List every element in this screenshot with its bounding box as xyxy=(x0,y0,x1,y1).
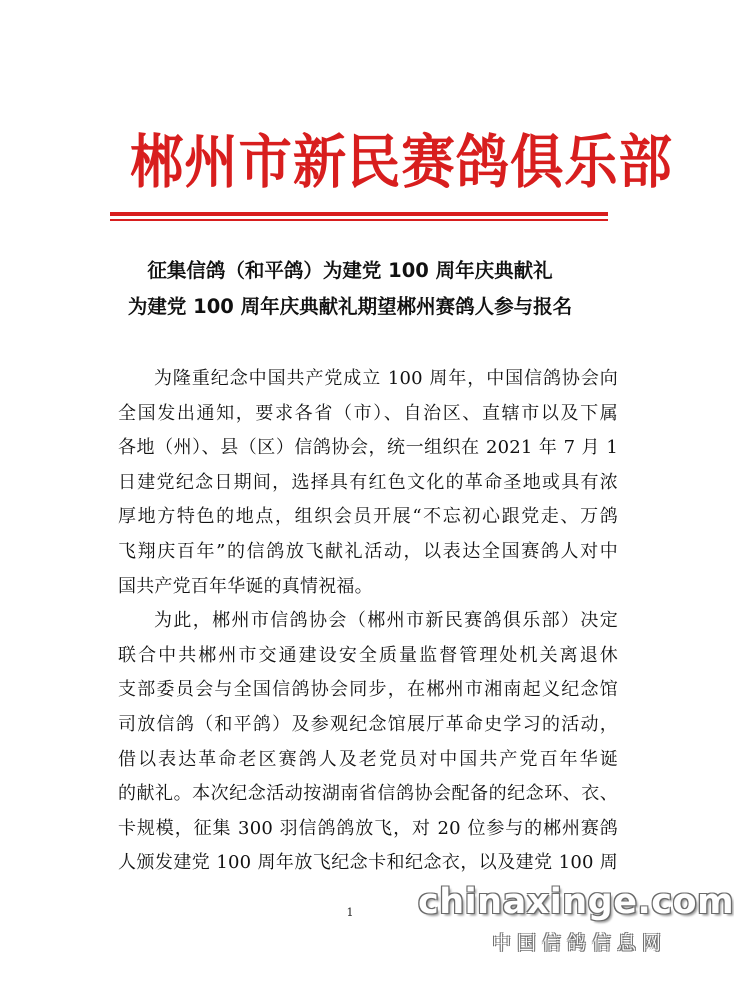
body-line: 各地（州）、县（区）信鸽协会，统一组织在 2021 年 7 月 1 xyxy=(118,437,618,459)
body-line: 国共产党百年华诞的真情祝福。 xyxy=(118,575,373,597)
letterhead-rule-thick xyxy=(110,212,608,216)
body-line: 为此，郴州市信鸽协会（郴州市新民赛鸽俱乐部）决定 xyxy=(154,610,618,632)
body-line: 厚地方特色的地点，组织会员开展“不忘初心跟党走、万鸽 xyxy=(118,506,618,528)
document-title-line-1: 征集信鸽（和平鸽）为建党 100 周年庆典献礼 xyxy=(147,259,553,282)
watermark-site-url: chinaxinge.com xyxy=(418,882,734,922)
document-title-line-2: 为建党 100 周年庆典献礼期望郴州赛鸽人参与报名 xyxy=(127,295,573,318)
body-line: 的献礼。本次纪念活动按湖南省信鸽协会配备的纪念环、衣、 xyxy=(118,783,618,805)
body-line: 飞翔庆百年”的信鸽放飞献礼活动，以表达全国赛鸽人对中 xyxy=(118,540,618,562)
body-line: 卡规模，征集 300 羽信鸽鸽放飞，对 20 位参与的郴州赛鸽 xyxy=(118,817,618,839)
letterhead-title: 郴州市新民赛鸽俱乐部 xyxy=(130,128,673,196)
body-line: 借以表达革命老区赛鸽人及老党员对中国共产党百年华诞 xyxy=(118,748,618,770)
body-line: 联合中共郴州市交通建设安全质量监督管理处机关离退休 xyxy=(118,644,618,666)
body-line: 日建党纪念日期间，选择具有红色文化的革命圣地或具有浓 xyxy=(118,471,618,493)
body-text xyxy=(118,362,618,881)
watermark-site-name: 中国信鸽信息网 xyxy=(492,932,668,954)
body-line: 人颁发建党 100 周年放飞纪念卡和纪念衣，以及建党 100 周 xyxy=(118,852,618,874)
body-line: 全国发出通知，要求各省（市）、自治区、直辖市以及下属 xyxy=(118,402,618,424)
letterhead-rule-thin xyxy=(110,219,608,221)
body-line: 为隆重纪念中国共产党成立 100 周年，中国信鸽协会向 xyxy=(154,368,618,389)
body-line: 支部委员会与全国信鸽协会同步，在郴州市湘南起义纪念馆 xyxy=(118,679,618,701)
page-number: 1 xyxy=(346,906,354,919)
body-line: 司放信鸽（和平鸽）及参观纪念馆展厅革命史学习的活动， xyxy=(118,713,618,735)
